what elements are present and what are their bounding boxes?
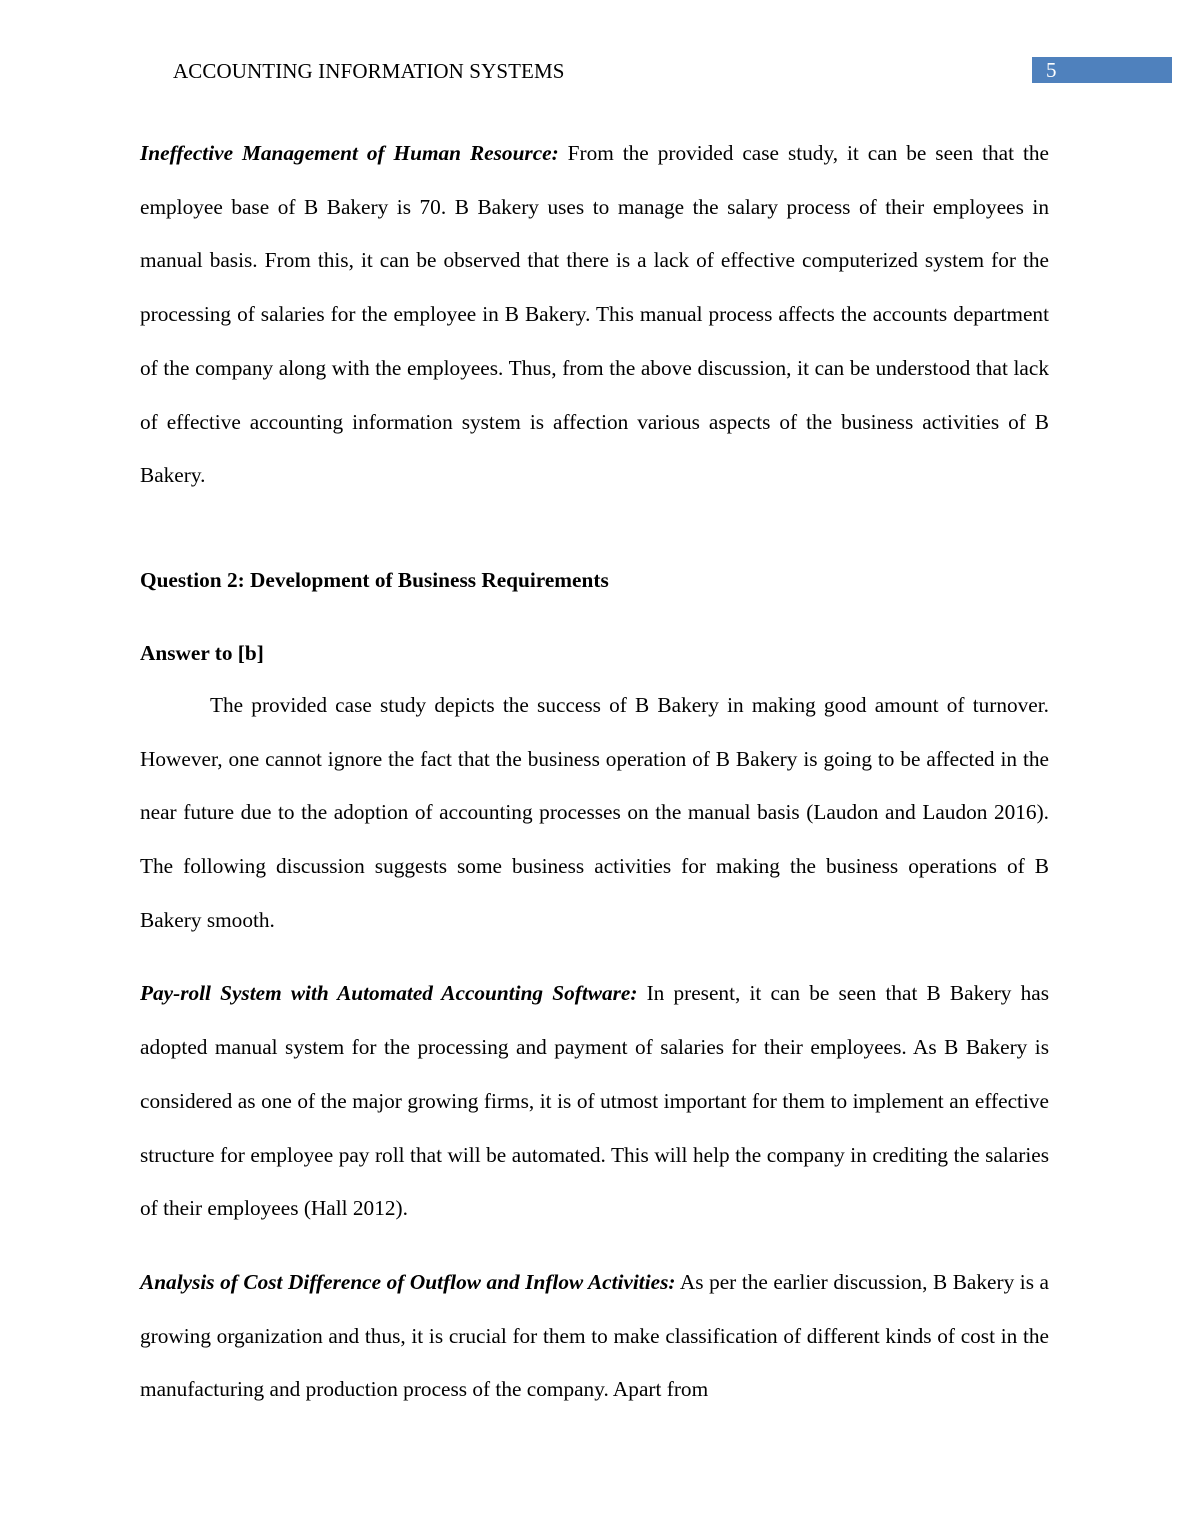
- answer-heading: Answer to [b]: [140, 640, 264, 665]
- paragraph-payroll: [140, 967, 1049, 1236]
- paragraph-text: As per the earlier discussion, B Bakery is a growing organization and thus, it is crucial for them to make classification of different kinds of cost in the manufacturing and production process of the company. Apart from: [140, 1269, 1049, 1402]
- paragraph-cost-analysis: [140, 1256, 1049, 1417]
- paragraph-case-study: The provided case study depicts the success of B Bakery in making good amount of turnover. However, one cannot ignore the fact that the business operation of B Bakery is going to be affected in the near future due to the adoption of accounting processes on the manual basis (Laudon and Laudon 2016). The following discussion suggests some business activities for making the business operations of B Bakery smooth.: [140, 692, 1049, 932]
- running-head: ACCOUNTING INFORMATION SYSTEMS: [173, 59, 565, 83]
- paragraph-lead: Pay-roll System with Automated Accounting Software:: [140, 981, 638, 1006]
- paragraph-text: In present, it can be seen that B Bakery has adopted manual system for the processing and payment of salaries for their employees. As B Bakery is considered as one of the major growing firms, it is of utmost important for them to implement an effective structure for employee pay roll that will be automated. This will help the company in crediting the salaries of their employees (Hall 2012).: [140, 981, 1049, 1221]
- paragraph-lead: Ineffective Management of Human Resource:: [140, 141, 559, 165]
- paragraph-lead: Analysis of Cost Difference of Outflow and Inflow Activities:: [140, 1269, 676, 1294]
- paragraph-text: From the provided case study, it can be seen that the employee base of B Bakery is 70. B Bakery uses to manage the salary process of their employees in manual basis. From this, it can be observed that there is a lack of effective computerized system for the processing of salaries for the employee in B Bakery. This manual process affects the accounts department of the company along with the employees. Thus, from the above discussion, it can be understood that lack of effective accounting information system is affection various aspects of the business activities of B Bakery.: [140, 141, 1049, 488]
- paragraph-human-resource: [140, 127, 1049, 503]
- document-body: [140, 127, 1049, 1417]
- question-heading: Question 2: Development of Business Requirements: [140, 567, 609, 592]
- page-number: 5: [1032, 57, 1172, 83]
